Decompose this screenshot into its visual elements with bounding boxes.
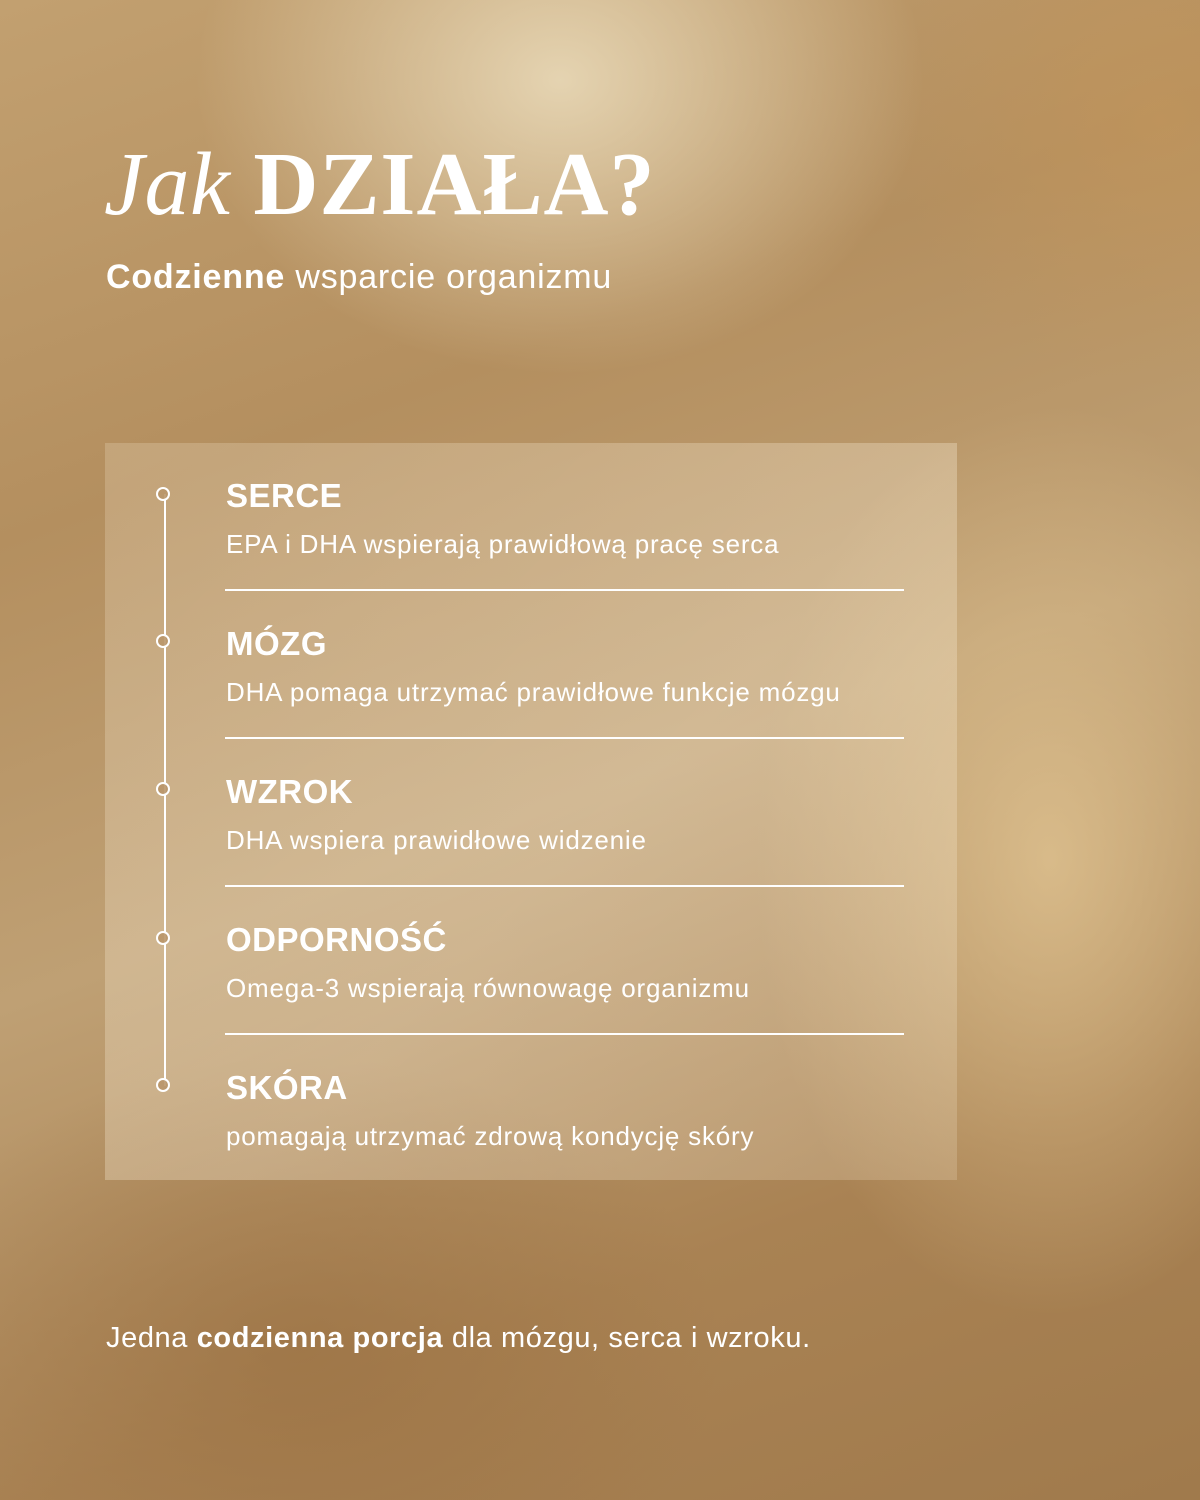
footer-tagline xyxy=(106,1322,811,1355)
benefit-description: DHA wspiera prawidłowe widzenie xyxy=(226,825,647,855)
title-caps-word: DZIAŁA? xyxy=(253,135,656,234)
timeline-dot xyxy=(156,487,170,501)
subtitle-rest: wsparcie organizmu xyxy=(295,258,613,296)
benefit-title: SKÓRA xyxy=(226,1069,348,1106)
footer-text-bold: codzienna porcja xyxy=(196,1322,444,1354)
divider xyxy=(225,885,904,887)
page-title xyxy=(104,135,656,234)
benefit-description: pomagają utrzymać zdrową kondycję skóry xyxy=(226,1121,755,1151)
benefit-description: Omega-3 wspierają równowagę organizmu xyxy=(226,973,750,1003)
footer-text-before: Jedna xyxy=(106,1322,189,1354)
page-subtitle xyxy=(106,258,612,297)
timeline-dot xyxy=(156,782,170,796)
timeline-dot xyxy=(156,931,170,945)
subtitle-bold: Codzienne xyxy=(106,258,286,296)
benefit-title: ODPORNOŚĆ xyxy=(226,921,447,958)
benefit-title: WZROK xyxy=(226,773,354,810)
divider xyxy=(225,1033,904,1035)
timeline-dot xyxy=(156,634,170,648)
benefit-title: SERCE xyxy=(226,477,343,514)
timeline-dot xyxy=(156,1078,170,1092)
divider xyxy=(225,737,904,739)
benefit-description: DHA pomaga utrzymać prawidłowe funkcje mózgu xyxy=(226,677,841,707)
benefit-title: MÓZG xyxy=(226,625,327,662)
title-italic-word: Jak xyxy=(104,135,231,234)
benefit-description: EPA i DHA wspierają prawidłową pracę serca xyxy=(226,529,780,559)
divider xyxy=(225,589,904,591)
footer-text-after: dla mózgu, serca i wzroku. xyxy=(451,1322,811,1354)
benefits-panel xyxy=(105,443,957,1180)
